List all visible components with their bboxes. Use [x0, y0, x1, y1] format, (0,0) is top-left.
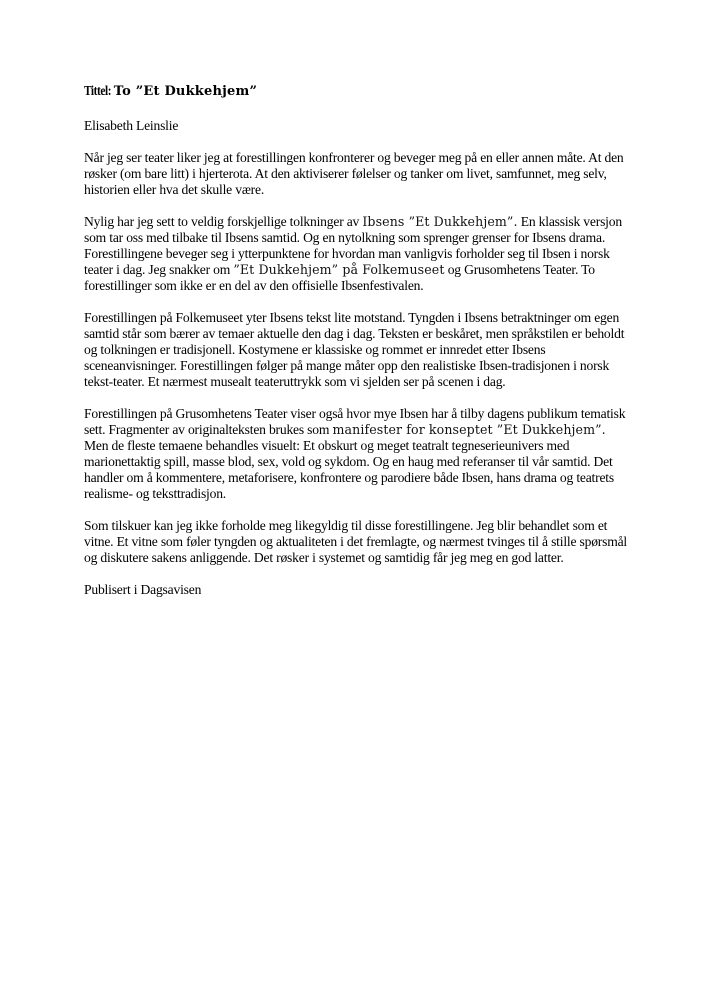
text-segment-alt-font: ”Et Dukkehjem” på Folkemuseet — [233, 262, 445, 277]
text-segment: Nylig har jeg sett to veldig forskjellige tolkninger av — [84, 214, 363, 229]
paragraph — [84, 150, 627, 198]
text-segment: En klassisk versjon som tar oss med tilbake til Ibsens samtid. Og en nytolkning som sprenger grenser for Ibsens drama. Forestillingene beveger seg i ytterpunktene for hvordan man vanligvis forholder seg til Ibsen i norsk teater i dag. Jeg snakker om — [84, 214, 622, 277]
text-segment: Som tilskuer kan jeg ikke forholde meg likegyldig til disse forestillingene. Jeg blir behandlet som et vitne. Et vitne som føler tyngden og aktualiteten i det fremlagte, og nærmest tvinges til å stille spørsmål og diskutere sakens anliggende. Det røsker i systemet og samtidig får jeg meg en god latter. — [84, 518, 627, 565]
title-label: Tittel: — [84, 83, 112, 98]
title-text: To ”Et Dukkehjem” — [109, 84, 258, 99]
author-byline: Elisabeth Leinslie — [84, 118, 179, 133]
paragraph — [84, 310, 627, 390]
text-segment: Men de fleste temaene behandles visuelt: Et obskurt og meget teatralt tegneserieunivers med marionettaktig spill, masse blod, sex, vold og sykdom. Og en haug med referanser til vår samtid. Det handler om å kommentere, metaforisere, konfrontere og parodiere både Ibsen, hans drama og teatrets realisme- og teksttradisjon. — [84, 438, 614, 501]
document-title — [84, 83, 627, 100]
text-segment: Forestillingen på Folkemuseet yter Ibsens tekst lite motstand. Tyngden i Ibsens betraktninger om egen samtid står som bærer av temaer aktuelle den dag i dag. Teksten er beskåret, men språkstilen er beholdt og tolkningen er tradisjonell. Kostymene er klassiske og rommet er innredet etter Ibsens sceneanvisninger. Forestillingen følger på mange måter opp den realistiske Ibsen-tradisjonen i norsk tekst-teater. Et nærmest musealt teateruttrykk som vi sjelden ser på scenen i dag. — [84, 310, 625, 389]
publication-note: Publisert i Dagsavisen — [84, 582, 202, 597]
paragraphs — [84, 150, 627, 566]
text-segment-alt-font: manifester for konseptet ”Et Dukkehjem”. — [332, 422, 606, 437]
paragraph — [84, 214, 627, 294]
text-segment: og Grusomhetens Teater. To forestillinger som ikke er en del av den offisielle Ibsenfestivalen. — [84, 262, 595, 293]
paragraph — [84, 406, 627, 502]
text-segment: Forestillingen på Grusomhetens Teater viser også hvor mye Ibsen har å tilby dagens publikum tematisk sett. Fragmenter av originalteksten brukes som — [84, 406, 626, 437]
paragraph — [84, 518, 627, 566]
text-segment-alt-font: Ibsens ”Et Dukkehjem”. — [362, 214, 518, 229]
text-segment: Når jeg ser teater liker jeg at forestillingen konfronterer og beveger meg på en eller annen måte. At den røsker (om bare litt) i hjerterota. At den aktiviserer følelser og tanker om livet, samfunnet, meg selv, historien eller hva det skulle være. — [84, 150, 624, 197]
